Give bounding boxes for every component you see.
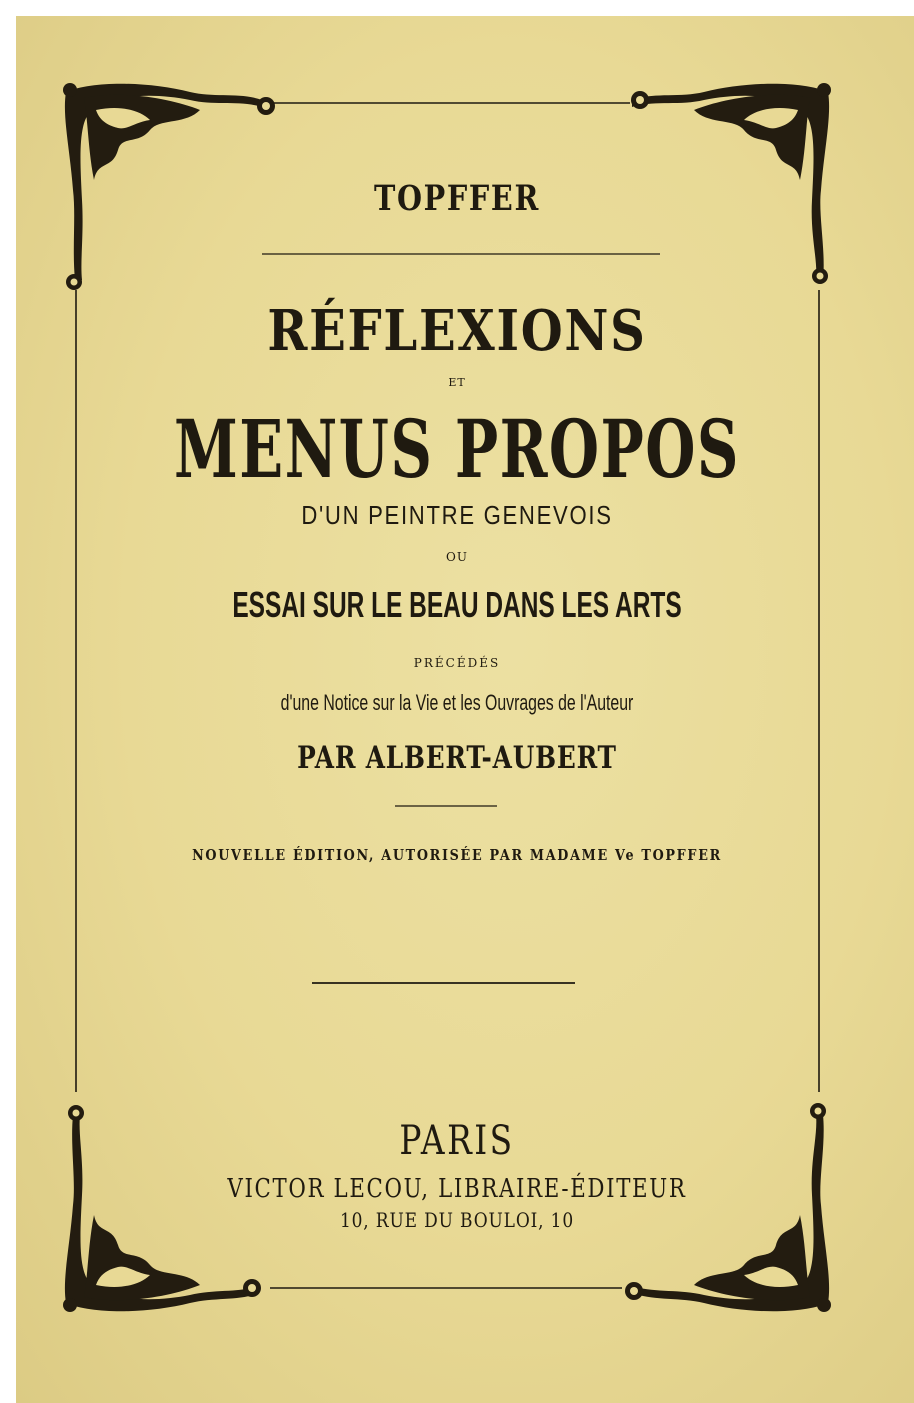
imprint-city: PARIS: [399, 1118, 515, 1164]
subtitle: D'UN PEINTRE GENEVOIS: [301, 500, 613, 530]
preface-label: PRÉCÉDÉS: [413, 656, 501, 670]
alternate-title: ESSAI SUR LE BEAU DANS LES ARTS: [232, 584, 682, 625]
title-conjunction: ET: [448, 376, 466, 389]
imprint-publisher: VICTOR LECOU, LIBRAIRE-ÉDITEUR: [227, 1174, 687, 1204]
edition-note: NOUVELLE ÉDITION, AUTORISÉE PAR MADAME Ve TOPFFER: [192, 846, 722, 864]
imprint-address: 10, RUE DU BOULOI, 10: [339, 1208, 575, 1232]
author-name: TOPFFER: [374, 178, 540, 219]
title-line-2: MENUS PROPOS: [174, 402, 740, 496]
preface-author: PAR ALBERT-AUBERT: [297, 740, 617, 776]
subtitle-conjunction: OU: [446, 550, 468, 564]
title-line-1: RÉFLEXIONS: [267, 298, 647, 364]
preface-notice: d'une Notice sur la Vie et les Ouvrages de l'Auteur: [280, 690, 634, 715]
